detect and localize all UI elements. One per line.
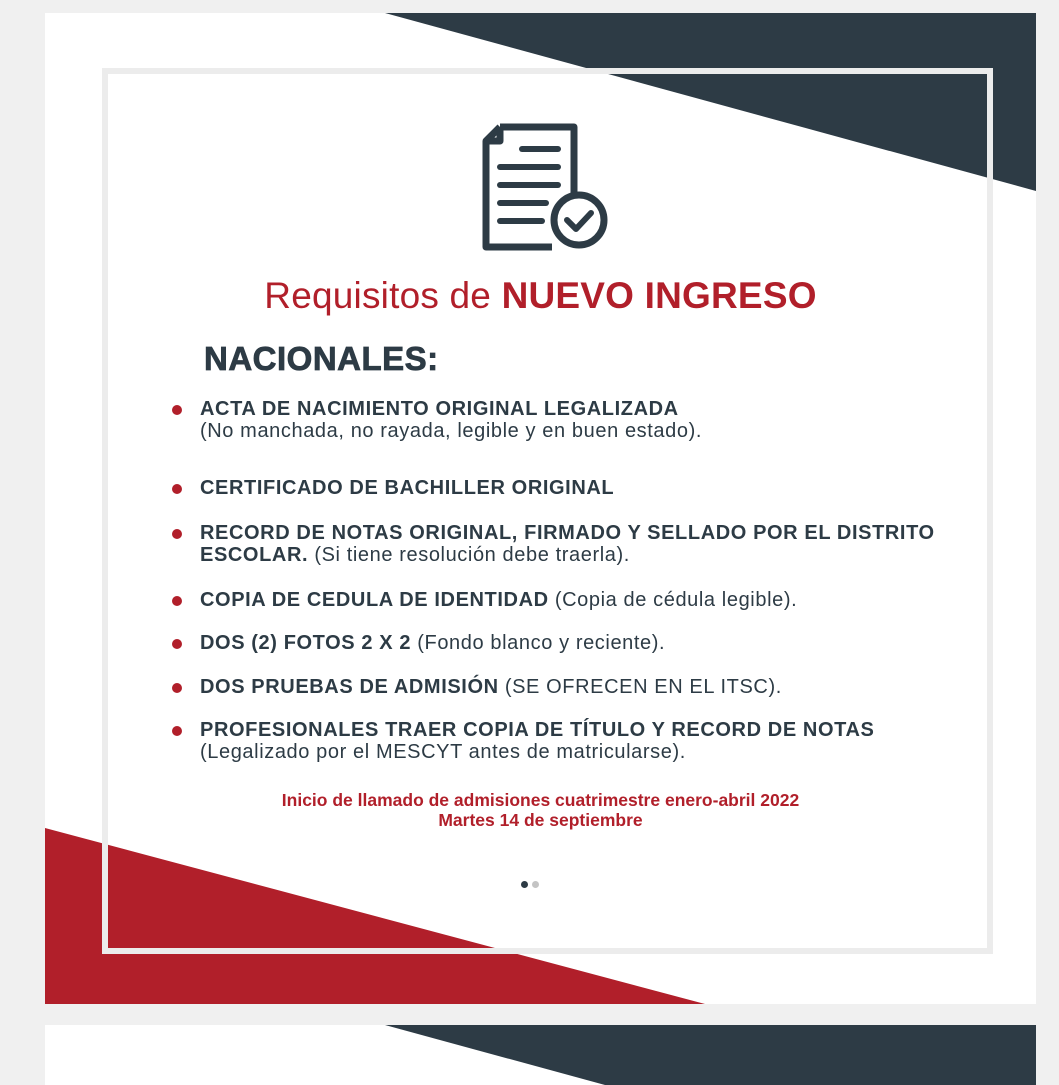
requirement-main: ACTA DE NACIMIENTO ORIGINAL LEGALIZADA	[200, 398, 679, 420]
requirement-note: (Fondo blanco y reciente).	[417, 632, 666, 654]
bullet-icon	[172, 529, 182, 539]
list-item	[170, 477, 960, 499]
admissions-announcement	[45, 790, 1036, 830]
requirement-main: DOS PRUEBAS DE ADMISIÓN	[200, 676, 499, 698]
bullet-icon	[172, 484, 182, 494]
bullet-icon	[172, 683, 182, 693]
next-post-background	[45, 1025, 1036, 1085]
requirement-main: DOS (2) FOTOS 2 X 2	[200, 632, 412, 654]
requirement-note: (SE OFRECEN EN EL ITSC).	[504, 676, 782, 698]
requirement-main: PROFESIONALES TRAER COPIA DE TÍTULO Y RECORD DE NOTAS	[200, 719, 875, 741]
list-item	[170, 676, 960, 698]
bullet-icon	[172, 726, 182, 736]
list-item	[170, 719, 960, 763]
announcement-line-1: Inicio de llamado de admisiones cuatrimestre enero-abril 2022	[281, 790, 800, 810]
requirement-note: (No manchada, no rayada, legible y en buen estado).	[200, 420, 703, 442]
carousel-indicator	[521, 875, 543, 893]
carousel-dot-active[interactable]	[521, 881, 528, 888]
next-post-preview[interactable]	[45, 1025, 1036, 1085]
list-item	[170, 589, 960, 611]
instagram-post-image[interactable]	[45, 13, 1036, 1004]
requirement-note: (Si tiene resolución debe traerla).	[314, 544, 630, 566]
page-title	[45, 275, 1036, 317]
section-heading: NACIONALES:	[204, 340, 439, 377]
list-item	[170, 522, 960, 566]
announcement-line-2: Martes 14 de septiembre	[438, 810, 643, 830]
requirement-main: RECORD DE NOTAS ORIGINAL, FIRMADO Y SELLADO POR EL DISTRITO ESCOLAR.	[200, 522, 935, 566]
requirement-main: CERTIFICADO DE BACHILLER ORIGINAL	[200, 477, 615, 499]
requirement-note: (Copia de cédula legible).	[554, 589, 798, 611]
requirement-main: COPIA DE CEDULA DE IDENTIDAD	[200, 589, 549, 611]
requirement-note: (Legalizado por el MESCYT antes de matricularse).	[200, 741, 686, 763]
list-item	[170, 632, 960, 654]
document-check-icon	[482, 123, 612, 253]
next-post-dark-triangle	[385, 1025, 1036, 1085]
bullet-icon	[172, 405, 182, 415]
list-item	[170, 398, 960, 442]
bottom-red-triangle	[45, 828, 705, 1004]
title-prefix: Requisitos de	[264, 275, 502, 316]
bullet-icon	[172, 596, 182, 606]
carousel-dot[interactable]	[532, 881, 539, 888]
title-emphasis: NUEVO INGRESO	[501, 275, 817, 316]
bullet-icon	[172, 639, 182, 649]
